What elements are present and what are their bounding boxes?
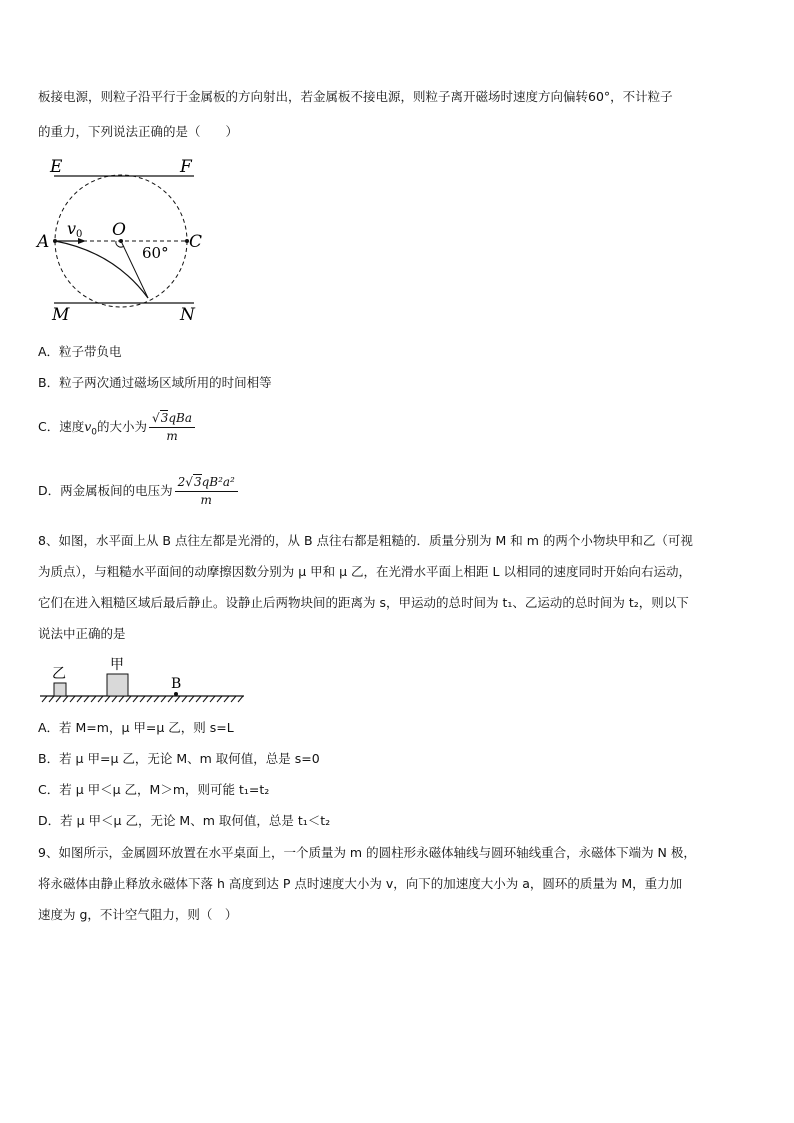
block-jia <box>107 674 128 696</box>
q7-option-c: C．速度$v_0$的大小为 $\frac{\text{√3qBa}}{m}$ <box>38 410 197 445</box>
q7-figure <box>34 152 214 327</box>
label-yi: 乙 <box>52 666 66 682</box>
q9-text-line2: 将永磁体由静止释放永磁体下落 h 高度到达 P 点时速度大小为 v，向下的加速度大小为 a，圆环的质量为 M，重力加 <box>38 876 683 891</box>
label-m: M <box>52 305 70 325</box>
label-e: E <box>50 157 63 177</box>
q8-option-d: D．若 μ 甲＜μ 乙，无论 M、m 取何值，总是 t₁＜t₂ <box>38 813 331 828</box>
q7-text-line2: 的重力，下列说法正确的是（ ） <box>38 124 239 139</box>
q8-option-c: C．若 μ 甲＜μ 乙，M＞m，则可能 t₁=t₂ <box>38 782 270 797</box>
q8-text-line4: 说法中正确的是 <box>38 626 126 641</box>
q9-text-line1: 9、如图所示，金属圆环放置在水平桌面上，一个质量为 m 的圆柱形永磁体轴线与圆环轴线重合，永磁体下端为 N 极， <box>38 845 696 860</box>
q7-option-d-fraction: $\frac{\text{2√3qB²a²}}{m}$ <box>175 474 238 509</box>
q7-option-c-fraction: $\frac{\text{√3qBa}}{m}$ <box>149 410 195 445</box>
block-yi <box>54 683 66 696</box>
q7-text-line1: 板接电源，则粒子沿平行于金属板的方向射出，若金属板不接电源，则粒子离开磁场时速度方向偏转60°，不计粒子 <box>38 89 673 104</box>
q8-text-line2: 为质点），与粗糙水平面间的动摩擦因数分别为 μ 甲和 μ 乙，在光滑水平面上相距 L 以相同的速度同时开始向右运动， <box>38 564 691 579</box>
point-b <box>174 692 178 696</box>
label-angle: 60° <box>142 244 169 262</box>
label-o: O <box>112 220 126 240</box>
label-jia: 甲 <box>110 657 124 673</box>
ground-hatching <box>42 696 243 702</box>
q8-option-b: B．若 μ 甲=μ 乙，无论 M、m 取何值，总是 s=0 <box>38 751 320 766</box>
label-a: A <box>37 232 50 252</box>
label-n: N <box>180 305 195 325</box>
label-c: C <box>189 232 203 252</box>
label-f: F <box>180 157 192 177</box>
q8-figure <box>38 652 250 706</box>
point-a <box>53 239 57 243</box>
label-b: B <box>171 676 182 692</box>
q7-option-d: D．两金属板间的电压为 $\frac{\text{2√3qB²a²}}{m}$ <box>38 474 240 509</box>
q8-option-a: A．若 M=m，μ 甲=μ 乙，则 s=L <box>38 720 234 735</box>
q8-text-line3: 它们在进入粗糙区域后最后静止。设静止后两物块间的距离为 s，甲运动的总时间为 t₁、乙运动的总时间为 t₂，则以下 <box>38 595 689 610</box>
q8-text-line1: 8、如图，水平面上从 B 点往左都是光滑的，从 B 点往右都是粗糙的．质量分别为 M 和 m 的两个小物块甲和乙（可视 <box>38 533 693 548</box>
q9-text-line3: 速度为 g，不计空气阻力，则（ ） <box>38 907 238 922</box>
q7-option-a: A．粒子带负电 <box>38 344 122 359</box>
label-v: v <box>67 219 77 238</box>
label-v-sub: 0 <box>76 229 83 240</box>
q7-option-b: B．粒子两次通过磁场区域所用的时间相等 <box>38 375 272 390</box>
